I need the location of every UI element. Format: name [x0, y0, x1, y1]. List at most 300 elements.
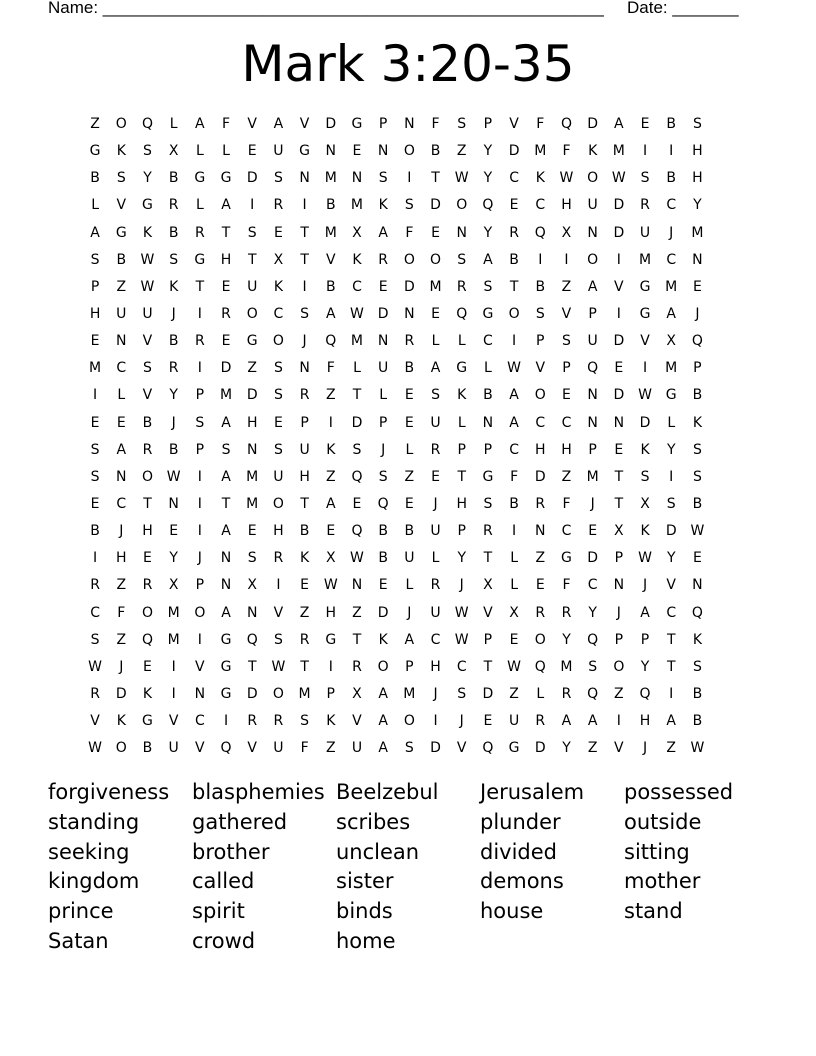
grid-letter: J — [695, 306, 700, 323]
grid-letter: D — [613, 197, 625, 214]
grid-letter: N — [220, 577, 232, 594]
grid-letter: F — [117, 604, 126, 621]
grid-letter: R — [273, 713, 284, 730]
grid-letter: Z — [535, 550, 546, 567]
grid-letter: C — [561, 523, 572, 540]
grid-letter: D — [430, 197, 441, 214]
grid-letter: O — [141, 604, 153, 621]
grid-letter: J — [616, 604, 621, 621]
grid-letter: O — [403, 143, 415, 160]
grid-row — [82, 464, 711, 491]
grid-letter: D — [587, 550, 599, 567]
grid-letter: R — [299, 387, 310, 404]
grid-letter: N — [351, 577, 363, 594]
grid-letter: Q — [377, 496, 389, 513]
grid-letter: Z — [509, 686, 519, 703]
grid-letter: A — [221, 197, 231, 214]
grid-letter: M — [691, 224, 704, 241]
grid-letter: R — [535, 604, 546, 621]
grid-letter: D — [351, 414, 363, 431]
grid-letter: J — [459, 577, 464, 594]
grid-letter: G — [561, 550, 572, 567]
grid-letter: I — [93, 550, 98, 567]
grid-letter: G — [639, 306, 651, 323]
grid-letter: O — [115, 116, 127, 133]
grid-letter: W — [454, 604, 469, 621]
grid-letter: V — [614, 740, 624, 757]
grid-letter: V — [142, 387, 153, 404]
grid-letter: S — [273, 170, 283, 187]
grid-letter: P — [588, 441, 597, 458]
grid-letter: P — [614, 631, 624, 648]
grid-letter: I — [642, 143, 648, 160]
grid-letter: M — [560, 658, 573, 675]
grid-letter: Z — [299, 604, 310, 621]
grid-letter: B — [404, 360, 415, 377]
grid-letter: I — [223, 713, 229, 730]
grid-letter: N — [613, 414, 625, 431]
grid-letter: X — [666, 333, 677, 350]
grid-letter: S — [90, 631, 100, 648]
grid-letter: E — [562, 387, 571, 404]
grid-row — [82, 328, 711, 355]
grid-letter: R — [168, 360, 179, 377]
grid-letter: Q — [691, 604, 703, 621]
grid-letter: L — [222, 143, 230, 160]
grid-letter: G — [639, 278, 651, 295]
grid-letter: V — [299, 116, 310, 133]
grid-letter: R — [456, 278, 467, 295]
grid-letter: L — [457, 414, 466, 431]
grid-letter: X — [247, 577, 258, 594]
grid-letter: V — [142, 333, 153, 350]
grid-letter: H — [561, 197, 572, 214]
grid-letter: K — [378, 197, 388, 214]
grid-letter: P — [562, 360, 571, 377]
grid-letter: W — [88, 658, 103, 675]
grid-letter: P — [483, 116, 493, 133]
word-bank-item: seeking — [48, 839, 130, 864]
word-bank-item: unclean — [336, 839, 420, 864]
grid-letter: A — [325, 306, 336, 323]
grid-letter: E — [404, 387, 414, 404]
grid-letter: C — [456, 658, 467, 675]
grid-letter: M — [89, 360, 102, 377]
grid-letter: E — [221, 333, 231, 350]
grid-letter: S — [692, 468, 702, 485]
grid-letter: O — [141, 468, 153, 485]
grid-letter: M — [586, 468, 599, 485]
grid-letter: S — [352, 441, 362, 458]
grid-letter: T — [300, 658, 309, 675]
grid-letter: X — [352, 686, 362, 703]
grid-letter: M — [612, 143, 625, 160]
grid-letter: K — [169, 278, 179, 295]
grid-letter: M — [219, 387, 233, 404]
grid-letter: E — [273, 224, 283, 241]
grid-letter: T — [300, 496, 309, 513]
grid-letter: C — [273, 306, 284, 323]
grid-letter: S — [90, 441, 100, 458]
grid-letter: L — [195, 143, 204, 160]
grid-letter: S — [90, 468, 100, 485]
grid-letter: Q — [246, 631, 258, 648]
grid-letter: D — [534, 468, 546, 485]
grid-letter: B — [378, 550, 388, 567]
grid-letter: U — [430, 604, 441, 621]
grid-letter: I — [538, 251, 543, 268]
grid-letter: N — [325, 143, 337, 160]
word-bank-item: spirit — [192, 899, 245, 924]
word-bank-item: stand — [624, 899, 683, 924]
grid-letter: T — [247, 658, 257, 675]
grid-letter: V — [614, 278, 624, 295]
word-bank-item: standing — [48, 809, 140, 834]
grid-letter: F — [405, 224, 414, 241]
grid-letter: V — [195, 740, 205, 757]
grid-letter: O — [272, 496, 284, 513]
grid-row — [82, 410, 711, 437]
word-bank-item: home — [336, 928, 396, 953]
grid-letter: W — [454, 170, 469, 187]
grid-letter: A — [587, 278, 598, 295]
grid-letter: N — [116, 333, 127, 350]
grid-letter: E — [431, 224, 440, 241]
grid-letter: L — [510, 577, 518, 594]
grid-letter: O — [246, 306, 258, 323]
grid-letter: I — [407, 170, 412, 187]
grid-letter: S — [404, 740, 414, 757]
grid-letter: M — [167, 631, 180, 648]
grid-letter: B — [90, 170, 100, 187]
grid-letter: N — [246, 441, 258, 458]
grid-letter: N — [299, 170, 310, 187]
grid-letter: F — [326, 360, 335, 377]
grid-letter: D — [403, 278, 415, 295]
grid-letter: X — [509, 604, 519, 621]
word-bank-column — [48, 778, 192, 957]
grid-letter: C — [535, 414, 546, 431]
grid-letter: N — [194, 686, 206, 703]
grid-letter: B — [692, 496, 703, 513]
grid-letter: J — [642, 740, 648, 757]
grid-row — [82, 301, 711, 328]
grid-letter: I — [171, 686, 176, 703]
grid-letter: P — [326, 686, 335, 703]
grid-letter: T — [143, 496, 152, 513]
grid-letter: B — [483, 387, 493, 404]
grid-letter: H — [220, 251, 232, 268]
grid-letter: I — [616, 306, 621, 323]
grid-letter: K — [300, 550, 310, 567]
grid-letter: B — [168, 333, 179, 350]
grid-letter: C — [666, 197, 677, 214]
grid-letter: Z — [325, 468, 336, 485]
grid-letter: Y — [483, 224, 493, 241]
grid-letter: A — [221, 523, 231, 540]
grid-letter: F — [431, 116, 440, 133]
grid-row — [82, 708, 711, 735]
grid-letter: A — [509, 414, 519, 431]
grid-letter: A — [273, 116, 284, 133]
grid-letter: S — [247, 550, 257, 567]
grid-letter: Y — [169, 550, 178, 567]
grid-letter: R — [561, 686, 572, 703]
grid-row — [82, 138, 711, 165]
word-bank-item: crowd — [192, 928, 256, 953]
grid-letter: E — [247, 143, 257, 160]
grid-letter: Q — [534, 224, 546, 241]
grid-row — [82, 627, 711, 654]
grid-letter: G — [194, 251, 206, 268]
grid-letter: H — [246, 414, 258, 431]
grid-letter: I — [433, 713, 438, 730]
word-bank-item: demons — [480, 869, 564, 894]
grid-letter: D — [246, 686, 258, 703]
grid-letter: N — [456, 224, 467, 241]
grid-letter: D — [613, 224, 625, 241]
grid-letter: G — [220, 170, 232, 187]
grid-letter: A — [666, 306, 676, 323]
grid-letter: R — [142, 441, 153, 458]
grid-letter: E — [273, 414, 283, 431]
grid-letter: C — [587, 577, 598, 594]
grid-letter: A — [430, 360, 441, 377]
grid-letter: C — [116, 496, 127, 513]
grid-letter: A — [221, 604, 231, 621]
grid-letter: I — [197, 468, 202, 485]
grid-letter: A — [116, 441, 127, 458]
grid-letter: E — [116, 414, 126, 431]
grid-letter: G — [115, 224, 127, 241]
grid-letter: O — [430, 251, 442, 268]
grid-letter: A — [325, 496, 336, 513]
grid-letter: P — [614, 550, 624, 567]
grid-letter: J — [407, 604, 412, 621]
grid-letter: S — [404, 197, 414, 214]
grid-letter: G — [325, 631, 337, 648]
grid-letter: W — [690, 740, 705, 757]
grid-letter: I — [197, 631, 202, 648]
grid-letter: M — [350, 197, 364, 214]
grid-letter: S — [588, 658, 598, 675]
grid-letter: W — [507, 658, 522, 675]
grid-letter: U — [430, 523, 441, 540]
grid-letter: I — [669, 686, 674, 703]
grid-letter: B — [378, 523, 388, 540]
grid-letter: K — [588, 143, 598, 160]
grid-letter: G — [482, 306, 494, 323]
grid-letter: H — [561, 441, 572, 458]
grid-letter: E — [90, 333, 100, 350]
grid-letter: I — [512, 333, 517, 350]
grid-letter: S — [640, 170, 650, 187]
grid-letter: E — [692, 278, 702, 295]
grid-letter: Q — [220, 740, 232, 757]
grid-letter: S — [143, 360, 152, 377]
grid-letter: M — [534, 143, 547, 160]
grid-letter: P — [195, 441, 205, 458]
grid-letter: N — [116, 468, 127, 485]
grid-letter: F — [562, 143, 571, 160]
grid-letter: Q — [325, 333, 337, 350]
grid-letter: B — [116, 251, 127, 268]
grid-letter: T — [457, 468, 466, 485]
grid-letter: T — [614, 468, 624, 485]
grid-letter: C — [90, 604, 100, 621]
grid-letter: G — [142, 197, 153, 214]
grid-letter: Q — [141, 116, 153, 133]
grid-row — [82, 165, 711, 192]
grid-letter: S — [195, 414, 205, 431]
grid-letter: W — [611, 170, 626, 187]
grid-letter: X — [561, 224, 572, 241]
grid-letter: T — [431, 170, 440, 187]
grid-letter: E — [614, 441, 624, 458]
grid-letter: E — [352, 143, 362, 160]
grid-letter: E — [90, 496, 100, 513]
grid-letter: Q — [560, 116, 572, 133]
grid-letter: R — [273, 550, 284, 567]
grid-letter: F — [536, 116, 545, 133]
word-bank-column — [336, 778, 480, 957]
grid-letter: K — [535, 170, 545, 187]
grid-letter: B — [666, 170, 677, 187]
grid-letter: K — [142, 686, 153, 703]
grid-letter: B — [325, 197, 336, 214]
grid-letter: O — [587, 170, 599, 187]
grid-letter: T — [300, 224, 309, 241]
grid-letter: R — [273, 197, 284, 214]
grid-letter: H — [299, 468, 310, 485]
grid-letter: S — [143, 143, 152, 160]
grid-letter: J — [642, 577, 648, 594]
grid-letter: Y — [483, 143, 493, 160]
grid-letter: D — [639, 414, 651, 431]
grid-letter: Z — [456, 143, 467, 160]
grid-letter: R — [194, 224, 205, 241]
grid-letter: G — [246, 333, 258, 350]
grid-letter: V — [90, 713, 100, 730]
grid-letter: C — [116, 360, 127, 377]
grid-letter: V — [116, 197, 127, 214]
grid-letter: S — [483, 278, 493, 295]
grid-letter: J — [171, 414, 176, 431]
grid-letter: M — [665, 278, 678, 295]
grid-letter: T — [352, 631, 362, 648]
grid-letter: I — [302, 197, 307, 214]
date-field-label: Date: _______ — [627, 0, 739, 17]
grid-letter: I — [616, 251, 621, 268]
grid-letter: N — [613, 577, 625, 594]
grid-letter: I — [250, 197, 255, 214]
grid-letter: G — [351, 116, 363, 133]
grid-letter: V — [352, 713, 362, 730]
grid-letter: I — [328, 658, 333, 675]
word-bank-column — [192, 778, 336, 957]
grid-letter: M — [246, 468, 259, 485]
grid-letter: S — [378, 468, 388, 485]
grid-letter: Z — [247, 360, 258, 377]
grid-letter: S — [221, 441, 231, 458]
grid-letter: G — [508, 740, 520, 757]
grid-letter: E — [221, 278, 231, 295]
grid-row — [82, 491, 711, 518]
grid-letter: G — [456, 360, 468, 377]
grid-letter: P — [195, 387, 205, 404]
grid-letter: W — [350, 550, 364, 567]
grid-letter: R — [640, 197, 650, 214]
grid-letter: X — [352, 224, 362, 241]
word-bank-column — [480, 778, 624, 957]
grid-letter: S — [247, 224, 257, 241]
grid-letter: E — [431, 306, 440, 323]
grid-letter: G — [665, 387, 677, 404]
grid-letter: T — [483, 550, 493, 567]
grid-letter: K — [378, 631, 388, 648]
grid-letter: O — [272, 333, 284, 350]
grid-letter: L — [667, 414, 676, 431]
grid-letter: W — [638, 387, 652, 404]
grid-letter: A — [561, 713, 572, 730]
grid-letter: N — [404, 116, 415, 133]
grid-letter: E — [247, 523, 257, 540]
grid-letter: F — [510, 468, 519, 485]
grid-letter: S — [273, 441, 283, 458]
grid-letter: W — [350, 306, 364, 323]
grid-letter: I — [197, 360, 202, 377]
grid-letter: I — [564, 251, 569, 268]
grid-letter: K — [692, 414, 702, 431]
grid-letter: E — [404, 414, 414, 431]
grid-letter: O — [194, 604, 206, 621]
grid-letter: L — [169, 116, 178, 133]
grid-letter: Z — [561, 468, 572, 485]
grid-letter: S — [90, 251, 100, 268]
grid-letter: P — [90, 278, 100, 295]
grid-letter: C — [352, 278, 362, 295]
grid-letter: C — [509, 441, 519, 458]
grid-letter: X — [168, 577, 179, 594]
grid-letter: W — [88, 740, 103, 757]
grid-letter: S — [692, 441, 702, 458]
grid-letter: W — [559, 170, 574, 187]
grid-letter: V — [535, 360, 546, 377]
grid-letter: B — [535, 278, 546, 295]
grid-letter: S — [378, 170, 388, 187]
grid-letter: H — [692, 143, 703, 160]
grid-letter: N — [482, 414, 494, 431]
grid-letter: W — [638, 550, 652, 567]
grid-letter: K — [326, 713, 336, 730]
grid-letter: Z — [325, 740, 336, 757]
grid-letter: A — [221, 468, 231, 485]
grid-letter: H — [430, 658, 441, 675]
grid-letter: A — [378, 686, 388, 703]
grid-letter: J — [459, 713, 464, 730]
grid-letter: Z — [666, 740, 677, 757]
grid-letter: E — [378, 278, 388, 295]
grid-letter: S — [116, 170, 126, 187]
grid-letter: I — [197, 523, 202, 540]
grid-letter: O — [534, 387, 546, 404]
grid-letter: C — [430, 631, 441, 648]
grid-letter: N — [404, 306, 415, 323]
grid-letter: D — [246, 170, 258, 187]
grid-letter: T — [614, 496, 624, 513]
grid-letter: A — [404, 631, 415, 648]
grid-letter: M — [324, 224, 337, 241]
